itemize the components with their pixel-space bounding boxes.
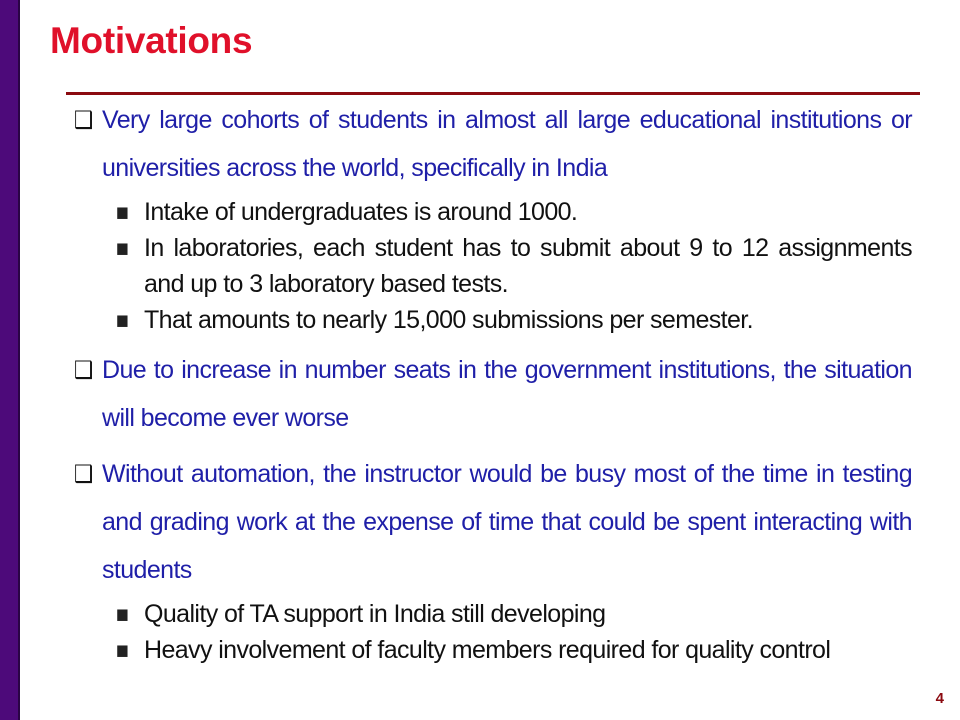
square-bullet-icon: ■ [116,311,129,329]
square-bullet-icon: ■ [116,239,129,257]
checkbox-bullet-icon: ❑ [74,460,93,488]
sub-bullet-item [116,596,912,632]
checkbox-bullet-icon: ❑ [74,106,93,134]
bullet-item [74,96,912,192]
square-bullet-icon: ■ [116,641,129,659]
bullet-text: Due to increase in number seats in the government institutions, the situation will become ever worse [102,356,912,432]
sub-bullet-text: Quality of TA support in India still developing [144,600,606,628]
checkbox-bullet-icon: ❑ [74,356,93,384]
sub-bullet-text: Intake of undergraduates is around 1000. [144,198,578,226]
sub-bullet-text: Heavy involvement of faculty members required for quality control [144,636,831,664]
sub-bullet-item [116,632,912,668]
bullet-text: Very large cohorts of students in almost all large educational institutions or universities across the world, specifically in India [102,106,912,182]
left-accent-bar [0,0,20,720]
title-divider [66,92,920,95]
sub-bullet-item [116,302,912,338]
bullet-item [74,450,912,594]
square-bullet-icon: ■ [116,203,129,221]
bullet-text: Without automation, the instructor would be busy most of the time in testing and grading work at the expense of time that could be spent interacting with students [102,460,912,584]
sub-bullet-text: That amounts to nearly 15,000 submissions per semester. [144,306,753,334]
sub-bullet-item [116,230,912,302]
sub-bullet-item [116,194,912,230]
bullet-item [74,346,912,442]
square-bullet-icon: ■ [116,605,129,623]
sub-bullet-text: In laboratories, each student has to submit about 9 to 12 assignments and up to 3 laboratory based tests. [144,234,912,298]
slide-content [74,96,912,668]
page-number: 4 [935,690,944,707]
slide-title: Motivations [50,20,253,61]
